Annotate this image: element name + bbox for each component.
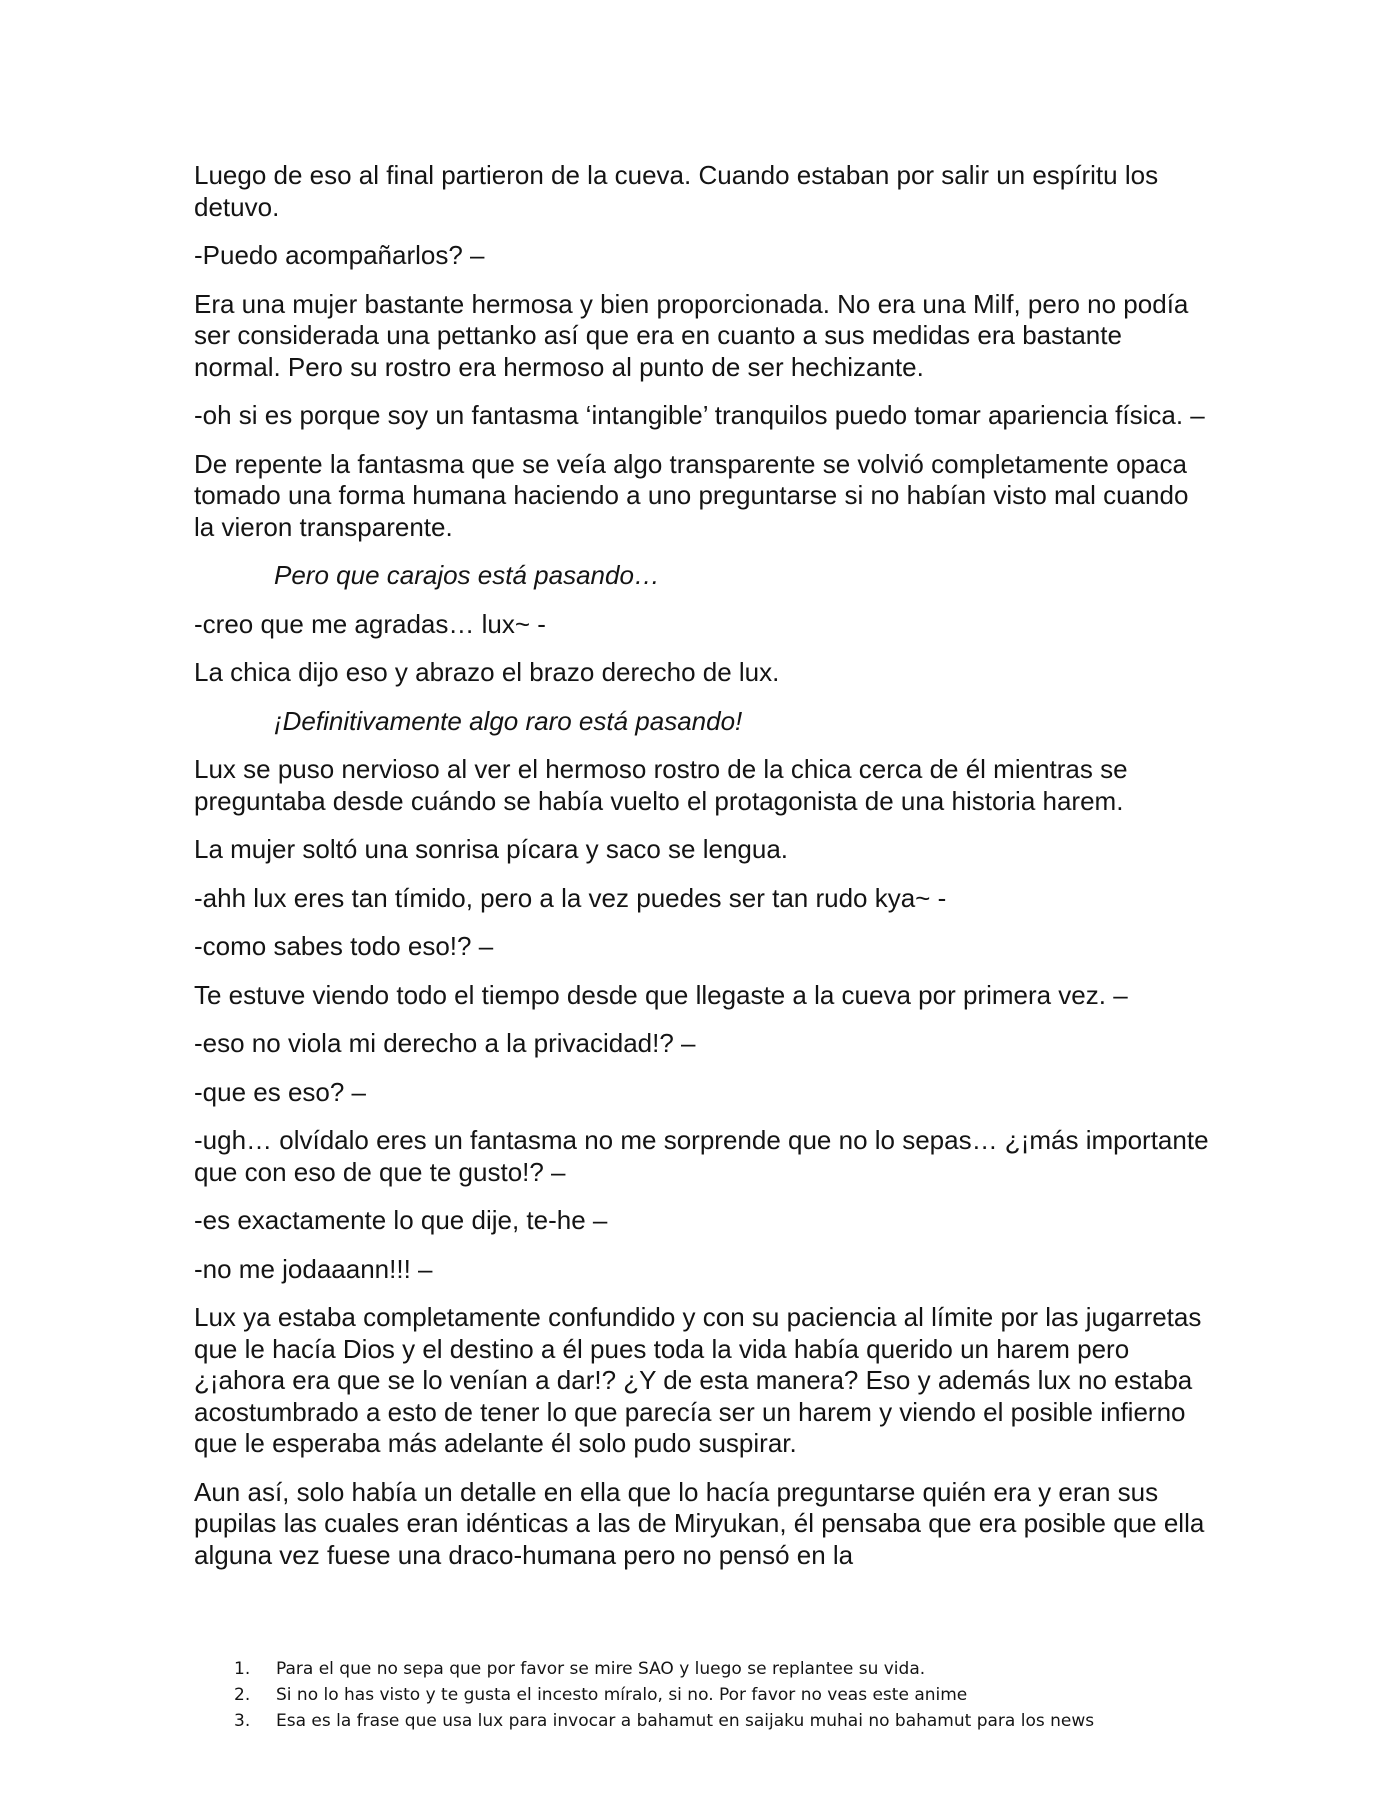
dialogue-line: -no me jodaaann!!! – <box>194 1253 433 1284</box>
dialogue-line: -creo que me agradas… lux~ - <box>194 608 546 639</box>
dialogue-line: -eso no viola mi derecho a la privacidad!? – <box>194 1028 696 1058</box>
footnote-number: 2. <box>234 1685 251 1705</box>
document-body <box>194 160 1214 1588</box>
dialogue-line: -ahh lux eres tan tímido, pero a la vez puedes ser tan rudo kya~ - <box>194 882 947 913</box>
dialogue-line: -que es eso? – <box>194 1076 367 1107</box>
footnote-text: Esa es la frase que usa lux para invocar a bahamut en saijaku muhai no bahamut para los news <box>276 1711 1095 1731</box>
footnotes-list <box>234 1656 1194 1734</box>
paragraph: La mujer soltó una sonrisa pícara y saco se lengua. <box>194 834 789 864</box>
inner-thought: ¡Definitivamente algo raro está pasando! <box>274 705 743 736</box>
dialogue-line: Te estuve viendo todo el tiempo desde que llegaste a la cueva por primera vez. – <box>194 979 1128 1010</box>
footnote-number: 1. <box>234 1659 251 1679</box>
footnote-item <box>234 1656 1194 1682</box>
paragraph: Lux se puso nervioso al ver el hermoso rostro de la chica cerca de él mientras se preguntaba desde cuándo se había vuelto el protagonista de una historia harem. <box>194 754 1128 816</box>
footnote-item <box>234 1708 1194 1734</box>
paragraph: De repente la fantasma que se veía algo transparente se volvió completamente opaca tomado una forma humana haciendo a uno preguntarse si no habían visto mal cuando la vieron transparente. <box>194 448 1189 542</box>
paragraph: Era una mujer bastante hermosa y bien proporcionada. No era una Milf, pero no podía ser considerada una pettanko así que era en cuanto a sus medidas era bastante normal. Pero su rostro era hermoso al punto de ser hechizante. <box>194 288 1189 382</box>
dialogue-line: -oh si es porque soy un fantasma ‘intangible’ tranquilos puedo tomar apariencia física. – <box>194 400 1205 430</box>
dialogue-line: -Puedo acompañarlos? – <box>194 240 485 270</box>
paragraph: Luego de eso al final partieron de la cueva. Cuando estaban por salir un espíritu los detuvo. <box>194 160 1159 222</box>
inner-thought: Pero que carajos está pasando… <box>274 560 660 590</box>
dialogue-line: -es exactamente lo que dije, te-he – <box>194 1205 608 1235</box>
footnote-item <box>234 1682 1194 1708</box>
dialogue-line: -ugh… olvídalo eres un fantasma no me sorprende que no lo sepas… ¿¡más importante que con eso de que te gusto!? – <box>194 1125 1209 1187</box>
footnote-text: Si no lo has visto y te gusta el incesto míralo, si no. Por favor no veas este anime <box>276 1685 968 1705</box>
paragraph: Aun así, solo había un detalle en ella que lo hacía preguntarse quién era y eran sus pupilas las cuales eran idénticas a las de Miryukan, él pensaba que era posible que ella alguna vez fuese una draco-humana pero no pensó en la <box>194 1476 1205 1570</box>
paragraph: La chica dijo eso y abrazo el brazo derecho de lux. <box>194 657 780 687</box>
paragraph: Lux ya estaba completamente confundido y con su paciencia al límite por las jugarretas que le hacía Dios y el destino a él pues toda la vida había querido un harem pero ¿¡ahora era que se lo venían a dar!? ¿Y de esta manera? Eso y además lux no estaba acostumbrado a esto de tener lo que parecía ser un harem y viendo el posible infierno que le esperaba más adelante él solo pudo suspirar. <box>194 1302 1202 1458</box>
footnote-text: Para el que no sepa que por favor se mire SAO y luego se replantee su vida. <box>276 1659 926 1679</box>
footnote-number: 3. <box>234 1711 251 1731</box>
dialogue-line: -como sabes todo eso!? – <box>194 931 494 961</box>
